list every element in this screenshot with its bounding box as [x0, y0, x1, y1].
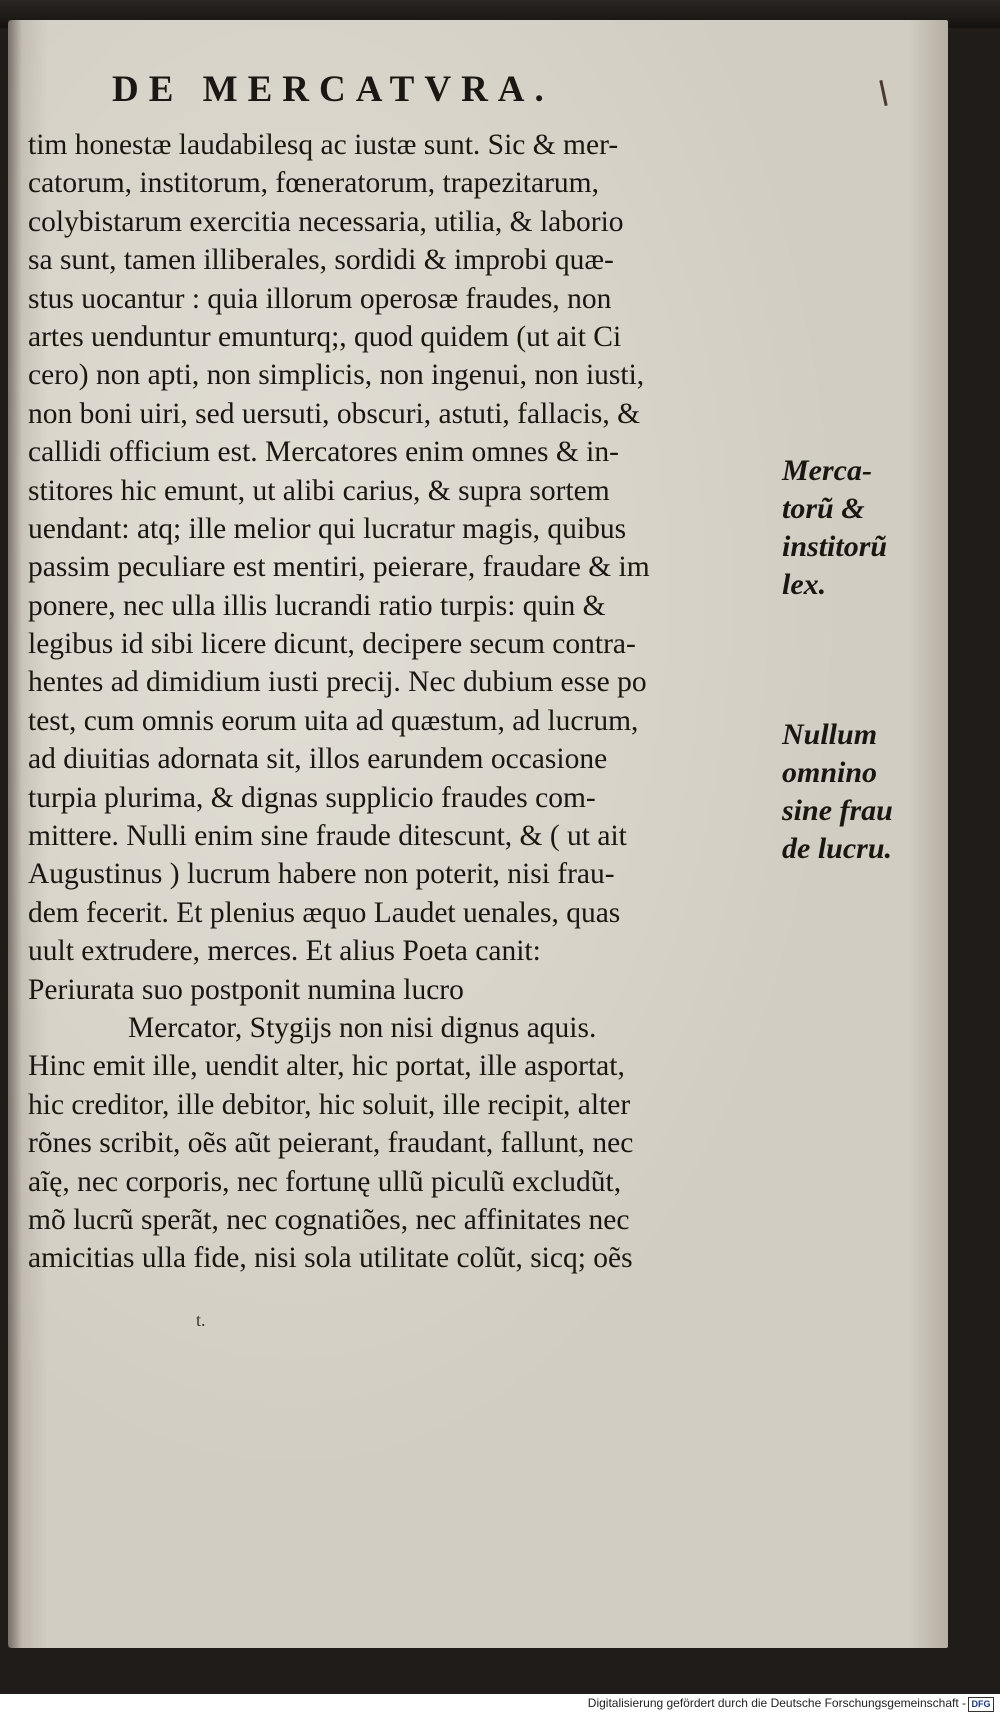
text-line: colybistarum exercitia necessaria, utilia, & laborio: [28, 205, 624, 238]
digitization-credit: Digitalisierung gefördert durch die Deutsche Forschungsgemeinschaft -: [587, 1696, 966, 1710]
text-line: uendant: atq; ille melior qui lucratur magis, quibus: [28, 512, 627, 545]
text-line: stus uocantur : quia illorum operosæ fraudes, non: [28, 282, 612, 315]
text-line: callidi officium est. Mercatores enim omnes & in-: [28, 436, 619, 469]
text-line: ponere, nec ulla illis lucrandi ratio turpis: quin &: [28, 589, 606, 622]
margin-note-merchants-law: [782, 452, 932, 604]
margin-note-line: sine frau: [782, 794, 893, 827]
margin-note-line: torũ &: [782, 492, 865, 525]
running-head: DE MERCATVRA.: [112, 69, 554, 110]
text-line: aĩę, nec corporis, nec fortunę ullũ piculũ excludũt,: [28, 1165, 622, 1198]
text-line: hic creditor, ille debitor, hic soluit, ille recipit, alter: [28, 1088, 631, 1121]
margin-note-line: de lucru.: [782, 832, 893, 865]
text-line: non boni uiri, sed uersuti, obscuri, astuti, fallacis, &: [28, 397, 641, 430]
text-line: ad diuitias adornata sit, illos earundem occasione: [28, 743, 608, 776]
text-line: passim peculiare est mentiri, peierare, fraudare & im: [28, 551, 650, 584]
text-line: tim honestæ laudabilesq ac iustæ sunt. Sic & mer-: [28, 129, 619, 161]
text-line: Augustinus ) lucrum habere non poterit, nisi frau-: [28, 858, 615, 891]
text-line: hentes ad dimidium iusti precij. Nec dubium esse po: [28, 666, 647, 699]
verse-line: Periurata suo postponit numina lucro: [28, 973, 464, 1006]
text-line: Hinc emit ille, uendit alter, hic portat, ille asportat,: [28, 1050, 625, 1083]
text-line: stitores hic emunt, ut alibi carius, & supra sortem: [28, 474, 610, 507]
spine-shadow: [8, 20, 22, 1648]
margin-note-no-profit-without-fraud: [782, 716, 932, 868]
dfg-logo-icon: DFG: [968, 1697, 994, 1712]
text-line: catorum, institorum, fœneratorum, trapezitarum,: [28, 167, 599, 200]
text-line: rõnes scribit, oẽs aũt peierant, fraudant, fallunt, nec: [28, 1127, 634, 1160]
text-line: uult extrudere, merces. Et alius Poeta canit:: [28, 935, 541, 968]
stray-ink-mark: t.: [196, 1310, 206, 1330]
text-line: mõ lucrũ sperãt, nec cognatiões, nec affinitates nec: [28, 1203, 630, 1236]
text-line: legibus id sibi licere dicunt, decipere secum contra-: [28, 628, 636, 661]
margin-note-line: lex.: [782, 568, 827, 601]
text-line: artes uenduntur emunturq;, quod quidem (ut ait Ci: [28, 320, 622, 353]
text-line: dem fecerit. Et plenius æquo Laudet uenales, quas: [28, 896, 621, 929]
margin-note-line: Merca-: [782, 454, 872, 487]
text-line: cero) non apti, non simplicis, non ingenui, non iusti,: [28, 359, 645, 392]
text-line: amicitias ulla fide, nisi sola utilitate colũt, sicq; oẽs: [28, 1242, 633, 1275]
margin-note-line: omnino: [782, 756, 878, 789]
text-line: sa sunt, tamen illiberales, sordidi & improbi quæ-: [28, 244, 614, 277]
text-line: mittere. Nulli enim sine fraude ditescunt, & ( ut ait: [28, 820, 627, 853]
margin-note-line: institorũ: [782, 530, 888, 563]
main-text-block: [28, 126, 768, 1278]
verse-line: Mercator, Stygijs non nisi dignus aquis.: [128, 1011, 597, 1044]
text-line: test, cum omnis eorum uita ad quæstum, ad lucrum,: [28, 704, 639, 737]
margin-note-line: Nullum: [782, 718, 878, 751]
text-line: turpia plurima, & dignas supplicio fraudes com-: [28, 781, 596, 814]
